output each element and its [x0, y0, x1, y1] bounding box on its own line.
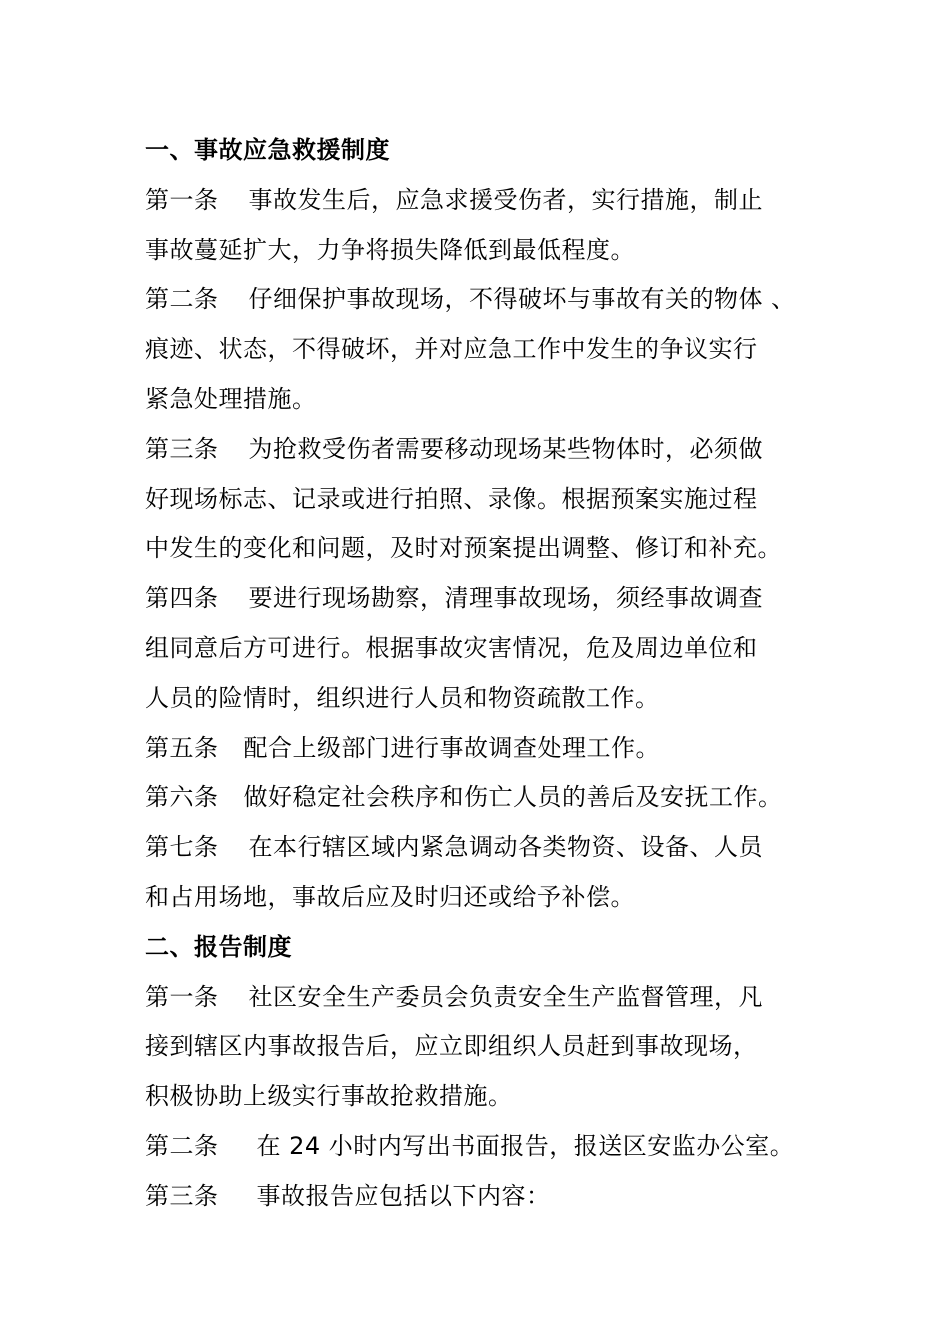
article-line [145, 275, 835, 325]
article-label: 第二条 [145, 1131, 219, 1160]
article-line: 好现场标志、记录或进行拍照、录像。根据预案实施过程 [145, 484, 758, 513]
article-text: 事故报告应包括以下内容： [256, 1181, 551, 1210]
article-line [145, 176, 835, 226]
article-text: 为抢救受伤者需要移动现场某些物体时，必须做 [248, 434, 763, 463]
article-line [145, 823, 835, 873]
article-label: 第四条 [145, 584, 219, 613]
article-line: 痕迹、状态，不得破坏，并对应急工作中发生的争议实行 [145, 335, 758, 364]
article-label: 第二条 [145, 285, 219, 314]
section-heading: 二、报告制度 [145, 932, 292, 961]
article-line: 积极协助上级实行事故抢救措施。 [145, 1082, 513, 1111]
article-text: 在 24 小时内写出书面报告，报送区安监办公室。 [256, 1131, 795, 1160]
article-line: 事故蔓延扩大，力争将损失降低到最低程度。 [145, 235, 635, 264]
article-label: 第五条 [145, 733, 219, 762]
article-line [145, 973, 835, 1023]
article-label: 第三条 [145, 1181, 219, 1210]
article-label: 第一条 [145, 982, 219, 1011]
article-line [145, 425, 835, 475]
article-text: 社区安全生产委员会负责安全生产监督管理，凡 [248, 982, 763, 1011]
article-line [145, 724, 835, 774]
article-line [145, 574, 835, 624]
article-line: 中发生的变化和问题，及时对预案提出调整、修订和补充。 [145, 534, 782, 563]
article-line: 人员的险情时，组织进行人员和物资疏散工作。 [145, 683, 660, 712]
article-line: 和占用场地，事故后应及时归还或给予补偿。 [145, 882, 635, 911]
article-label: 第三条 [145, 434, 219, 463]
article-text: 配合上级部门进行事故调查处理工作。 [243, 733, 660, 762]
article-line [145, 1122, 835, 1172]
article-text: 在本行辖区域内紧急调动各类物资、设备、人员 [248, 833, 763, 862]
article-line [145, 1172, 835, 1222]
article-line [145, 773, 835, 823]
article-label: 第七条 [145, 833, 219, 862]
article-line: 组同意后方可进行。根据事故灾害情况，危及周边单位和 [145, 633, 758, 662]
article-label: 第一条 [145, 185, 219, 214]
article-line: 紧急处理措施。 [145, 384, 317, 413]
article-text: 事故发生后，应急求援受伤者，实行措施，制止 [248, 185, 763, 214]
article-text: 要进行现场勘察，清理事故现场，须经事故调查 [248, 584, 763, 613]
article-text: 仔细保护事故现场，不得破坏与事故有关的物体 、 [248, 285, 796, 314]
section-heading: 一、事故应急救援制度 [145, 136, 390, 164]
document-page [145, 126, 835, 1222]
article-label: 第六条 [145, 783, 219, 812]
article-text: 做好稳定社会秩序和伤亡人员的善后及安抚工作。 [243, 783, 783, 812]
article-line: 接到辖区内事故报告后，应立即组织人员赶到事故现场， [145, 1032, 758, 1061]
